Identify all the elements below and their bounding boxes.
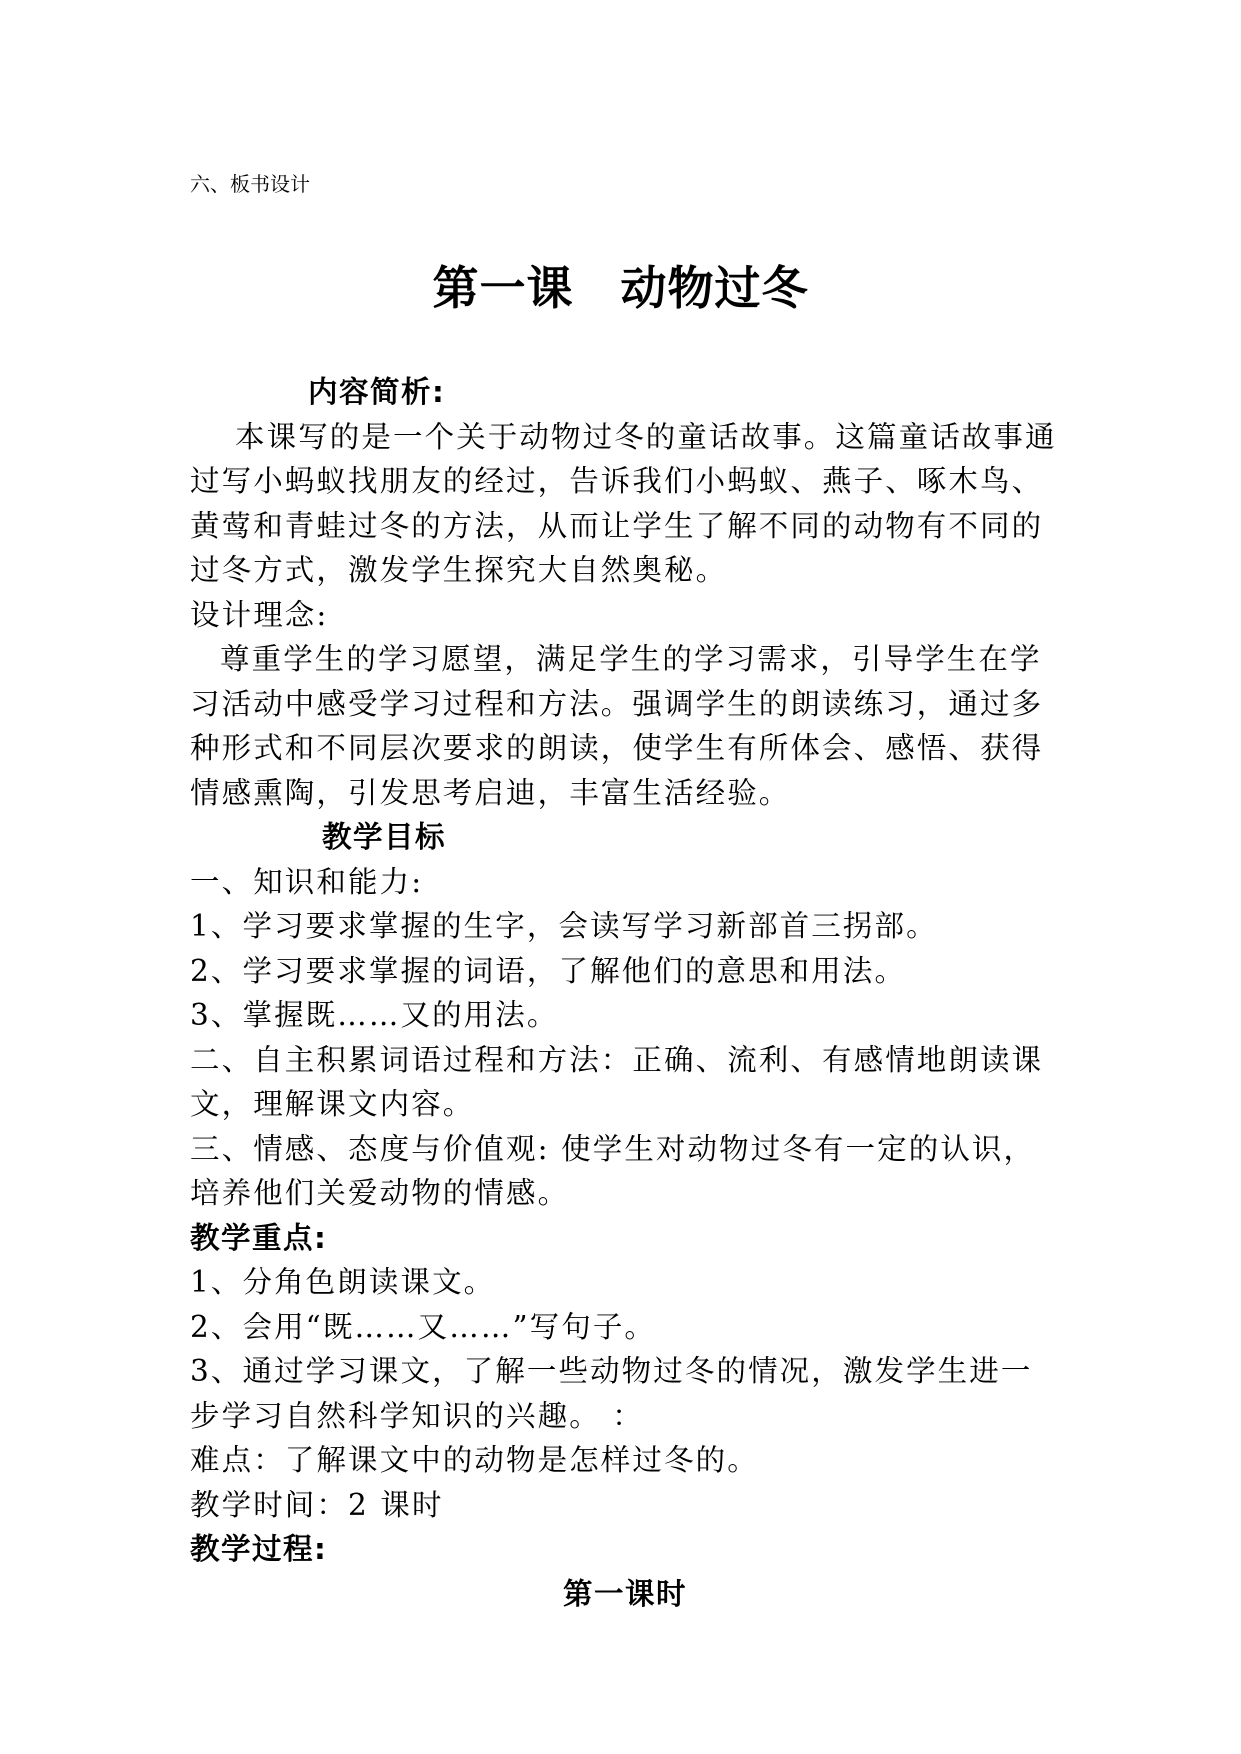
key-point-item: 2、会用“既……又……”写句子。 — [190, 1309, 657, 1344]
section-label: 六、板书设计 — [190, 172, 310, 196]
process-method-text: 二、自主积累词语过程和方法：正确、流利、有感情地朗读课文，理解课文内容。 — [190, 1042, 1044, 1121]
key-points-heading: 教学重点: — [190, 1220, 328, 1255]
goal-item: 3、掌握既……又的用法。 — [190, 998, 559, 1032]
goal-item: 2、学习要求掌握的词语，了解他们的意思和用法。 — [190, 953, 907, 988]
content-analysis-heading: 内容简析: — [308, 375, 446, 409]
teaching-goals-heading: 教学目标 — [322, 820, 447, 854]
knowledge-ability-heading: 一、知识和能力: — [190, 864, 424, 899]
key-point-item: 1、分角色朗读课文。 — [190, 1265, 496, 1299]
difficulty-text: 难点：了解课文中的动物是怎样过冬的。 — [190, 1443, 759, 1477]
lesson-content — [190, 370, 1060, 1616]
design-concept-text: 尊重学生的学习愿望，满足学生的学习需求，引导学生在学习活动中感受学习过程和方法。强调学生的朗读练习，通过多种形式和不同层次要求的朗读，使学生有所体会、感悟、获得情感熏陶，引发思考启迪，丰富生活经验。 — [190, 642, 1044, 810]
content-analysis-text: 本课写的是一个关于动物过冬的童话故事。这篇童话故事通过写小蚂蚁找朋友的经过，告诉我们小蚂蚁、燕子、啄木鸟、黄莺和青蛙过冬的方法，从而让学生了解不同的动物有不同的过冬方式，激发学生探究大自然奥秘。 — [190, 419, 1057, 587]
design-concept-heading: 设计理念: — [190, 597, 329, 632]
lesson-title: 第一课 动物过冬 — [432, 261, 809, 315]
first-period-heading: 第一课时 — [562, 1576, 687, 1611]
teaching-time-text: 教学时间：2 课时 — [190, 1487, 444, 1522]
emotion-attitude-text: 三、情感、态度与价值观: 使学生对动物过冬有一定的认识，培养他们关爱动物的情感。 — [190, 1131, 1036, 1210]
key-point-item: 3、通过学习课文，了解一些动物过冬的情况，激发学生进一步学习自然科学知识的兴趣。 ： — [190, 1354, 1033, 1433]
teaching-process-heading: 教学过程: — [190, 1532, 328, 1566]
goal-item: 1、学习要求掌握的生字，会读写学习新部首三拐部。 — [190, 909, 938, 943]
